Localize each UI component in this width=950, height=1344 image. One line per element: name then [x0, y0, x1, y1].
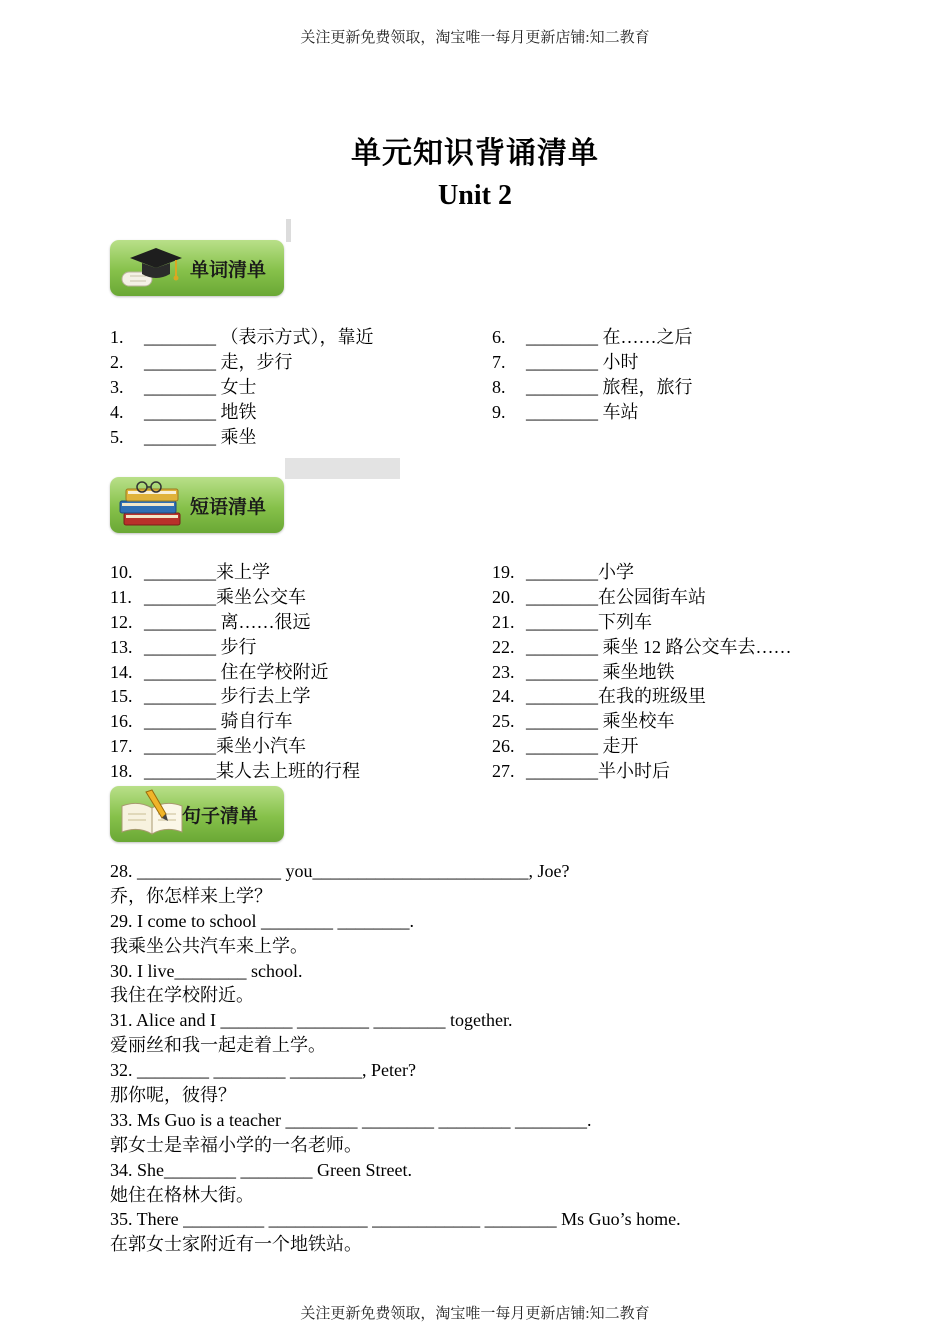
list-item: 13. ________ 步行 — [110, 636, 257, 657]
list-item: 11. ________乘坐公交车 — [110, 586, 306, 607]
list-item: 20. ________在公园街车站 — [492, 586, 706, 607]
header-note: 关注更新免费领取，淘宝唯一每月更新店铺:知二教育 — [300, 30, 650, 46]
list-item: 16. ________ 骑自行车 — [110, 711, 293, 732]
list-item: 15. ________ 步行去上学 — [110, 686, 311, 707]
list-item: 10. ________来上学 — [110, 562, 270, 582]
notebook-pencil-icon — [116, 788, 188, 840]
list-item: 18. ________某人去上班的行程 — [110, 761, 360, 782]
section-badge-sentences — [110, 786, 284, 842]
word-list-left — [110, 325, 374, 449]
section-label-words: 单词清单 — [190, 259, 267, 281]
sentence-en: 33. Ms Guo is a teacher ________ ________ ________ ________. — [110, 1109, 592, 1130]
list-item: 8. ________ 旅程，旅行 — [492, 376, 693, 397]
footer-note: 关注更新免费领取，淘宝唯一每月更新店铺:知二教育 — [300, 1306, 650, 1322]
list-item: 7. ________ 小时 — [492, 351, 639, 372]
list-item: 22. ________ 乘坐 12 路公交车去…… — [492, 636, 792, 657]
list-item: 4. ________ 地铁 — [110, 401, 257, 422]
phrase-list-right — [492, 560, 792, 784]
sentence-zh: 她住在格林大街。 — [110, 1184, 254, 1205]
list-item: 27. ________半小时后 — [492, 761, 670, 782]
sentence-zh: 在郭女士家附近有一个地铁站。 — [110, 1234, 362, 1255]
list-item: 21. ________下列车 — [492, 611, 652, 632]
sentence-zh: 我住在学校附近。 — [110, 985, 254, 1006]
page-title: 单元知识背诵清单 — [351, 137, 599, 170]
sentence-zh: 那你呢，彼得？ — [110, 1085, 236, 1106]
sentence-list — [110, 859, 681, 1257]
scan-mark — [286, 219, 291, 242]
list-item: 12. ________ 离……很远 — [110, 611, 311, 632]
books-icon — [116, 479, 188, 531]
sentence-zh: 乔，你怎样来上学？ — [110, 885, 272, 906]
phrase-list-left — [110, 560, 360, 784]
sentence-en: 34. She________ ________ Green Street. — [110, 1159, 412, 1180]
list-item: 17. ________乘坐小汽车 — [110, 736, 306, 757]
sentence-en: 29. I come to school ________ ________. — [110, 910, 414, 931]
list-item: 14. ________ 住在学校附近 — [110, 661, 329, 682]
list-item: 6. ________ 在……之后 — [492, 327, 693, 347]
section-badge-words — [110, 240, 284, 296]
list-item: 1. ________ （表示方式），靠近 — [110, 327, 374, 347]
sentence-zh: 郭女士是幸福小学的一名老师。 — [110, 1134, 362, 1155]
list-item: 5. ________ 乘坐 — [110, 426, 257, 447]
sentence-zh: 我乘坐公共汽车来上学。 — [110, 935, 308, 956]
list-item: 9. ________ 车站 — [492, 401, 639, 422]
page-subtitle: Unit 2 — [438, 180, 512, 211]
graduation-cap-icon — [116, 242, 186, 294]
list-item: 3. ________ 女士 — [110, 376, 257, 397]
sentence-en: 35. There _________ ___________ ____________ ________ Ms Guo’s home. — [110, 1209, 681, 1230]
sentence-en: 32. ________ ________ ________, Peter? — [110, 1060, 416, 1081]
list-item: 19. ________小学 — [492, 562, 634, 582]
list-item: 25. ________ 乘坐校车 — [492, 711, 675, 732]
sentence-zh: 爱丽丝和我一起走着上学。 — [110, 1035, 326, 1056]
scan-mark — [285, 458, 400, 479]
list-item: 26. ________ 走开 — [492, 736, 639, 757]
list-item: 24. ________在我的班级里 — [492, 686, 706, 707]
section-label-phrases: 短语清单 — [190, 496, 267, 518]
list-item: 23. ________ 乘坐地铁 — [492, 661, 675, 682]
word-list-right — [492, 325, 693, 425]
sentence-en: 31. Alice and I ________ ________ ________ together. — [110, 1010, 513, 1031]
sentence-en: 28. ________________ you________________________, Joe? — [110, 861, 570, 881]
section-label-sentences: 句子清单 — [182, 805, 259, 827]
section-badge-phrases — [110, 477, 284, 533]
sentence-en: 30. I live________ school. — [110, 960, 303, 981]
list-item: 2. ________ 走，步行 — [110, 351, 293, 372]
